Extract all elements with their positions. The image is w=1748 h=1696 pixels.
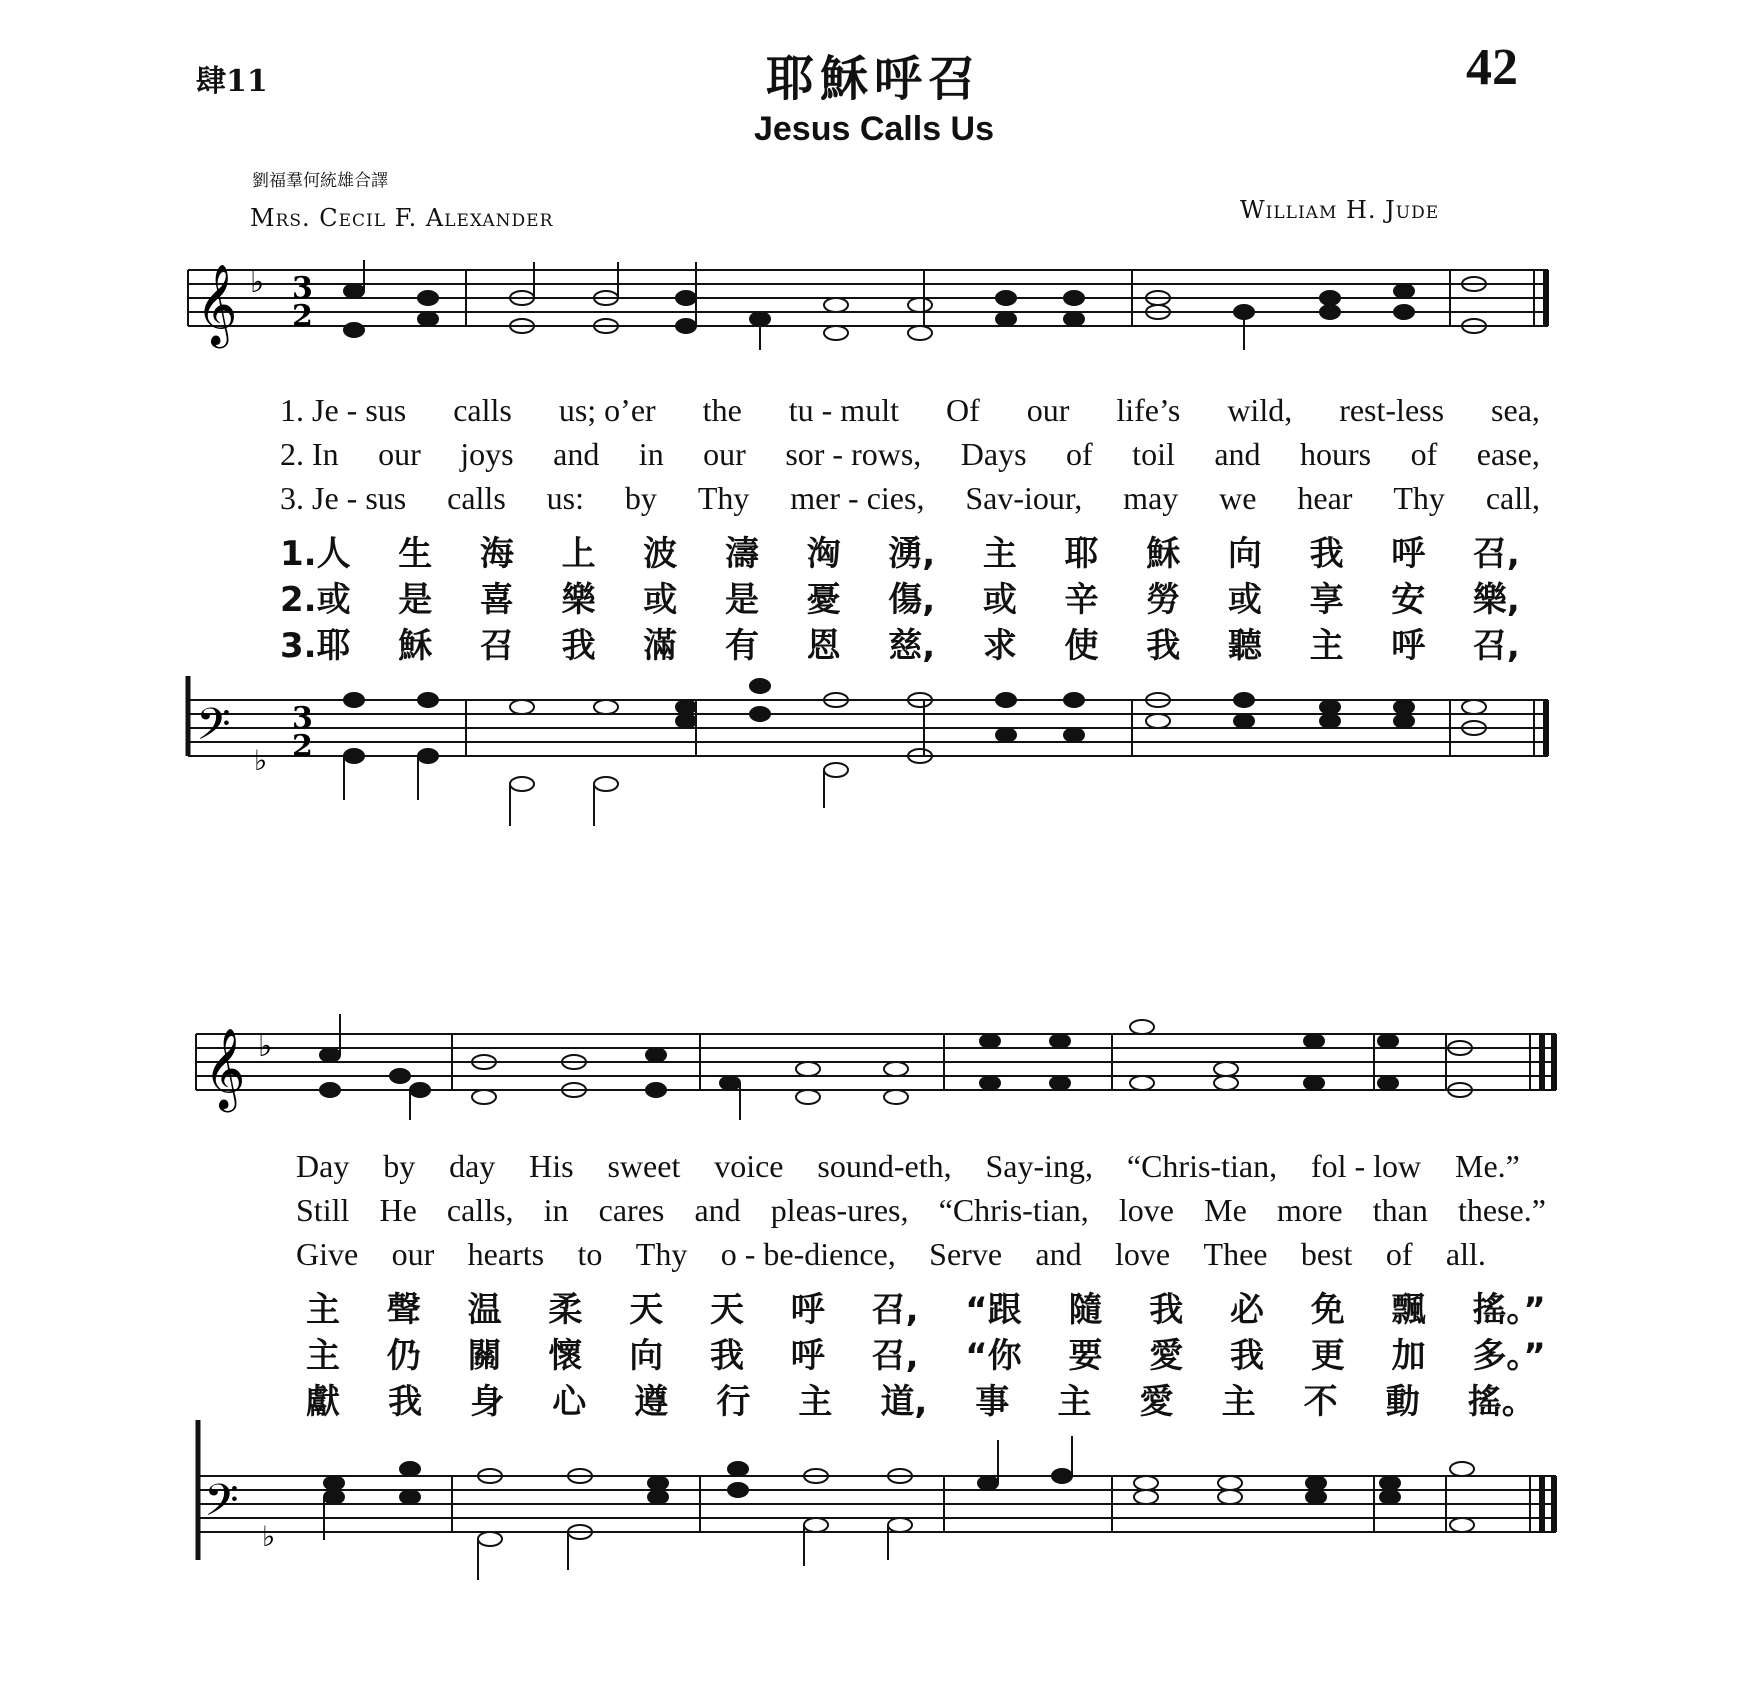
lyric-syllable: pleas-ures, [770,1192,909,1228]
lyric-syllable: 呼 [1391,626,1426,666]
system2-verse-1-zh [306,1282,1546,1331]
lyric-syllable: best [1300,1236,1353,1272]
lyric-syllable: 柔 [548,1290,583,1330]
lyric-syllable: “Chris-tian, [1126,1148,1278,1184]
lyric-syllable: we [1219,480,1257,516]
system2-verse-2-zh [306,1328,1546,1377]
lyric-syllable: life’s [1116,392,1181,428]
lyric-syllable: 3.耶 [280,626,351,666]
lyric-syllable: 愛 [1149,1336,1184,1376]
lyric-syllable: 天 [709,1290,744,1330]
lyric-syllable: 3. Je - sus [280,480,407,516]
system1-bass-staff [0,676,1748,826]
lyric-syllable: 呼 [790,1336,825,1376]
lyric-syllable: Me [1204,1192,1247,1228]
lyric-syllable: 搖。” [1472,1290,1546,1330]
lyric-syllable: 生 [398,534,433,574]
lyric-syllable: 求 [982,626,1017,666]
lyric-syllable: 主 [1309,626,1344,666]
hymnal-section-label: 肆11 [196,64,268,99]
lyric-syllable: 不 [1303,1382,1338,1422]
lyric-syllable: 仍 [386,1336,421,1376]
staff-lines [188,700,1548,756]
system2-verse-3-zh [306,1374,1536,1423]
lyric-syllable: than [1372,1192,1428,1228]
lyric-syllable: Still [296,1192,350,1228]
system1-verse-1-zh [280,526,1520,575]
lyric-syllable: Thy [635,1236,688,1272]
lyric-syllable: 主 [1057,1382,1092,1422]
lyric-syllable: call, [1485,480,1540,516]
lyric-syllable: of [1066,436,1093,472]
lyric-syllable: and [694,1192,741,1228]
lyric-syllable: 召, [1472,626,1520,666]
lyric-syllable: 向 [1227,534,1262,574]
lyric-syllable: calls [453,392,512,428]
notes [344,260,1486,350]
lyric-syllable: 主 [306,1336,340,1376]
lyric-syllable: calls [447,480,506,516]
barlines [188,676,1546,756]
lyric-syllable: 或 [982,580,1017,620]
lyric-syllable: 享 [1309,580,1344,620]
lyric-syllable: Of [945,392,980,428]
flat-icon: ♭ [250,265,265,300]
lyric-syllable: calls, [446,1192,514,1228]
lyric-syllable: Say-ing, [985,1148,1093,1184]
lyric-syllable: 免 [1310,1290,1345,1330]
system2-bass-staff [0,1420,1748,1580]
lyric-syllable: us: [546,480,585,516]
lyric-syllable: 加 [1391,1336,1426,1376]
lyric-syllable: 搖。 [1467,1382,1536,1422]
lyric-syllable: sea, [1491,392,1540,428]
lyric-syllable: in [543,1192,569,1228]
lyric-syllable: 多。” [1472,1336,1546,1376]
notes [324,1436,1474,1580]
lyric-syllable: of [1410,436,1438,472]
lyric-syllable: Thee [1203,1236,1268,1272]
lyric-syllable: 使 [1064,626,1099,666]
lyric-syllable: 獻 [306,1382,340,1422]
lyric-syllable: ease, [1476,436,1540,472]
time-signature: 3 [292,271,313,306]
lyric-syllable: 耶 [1064,534,1099,574]
lyric-syllable: 樂, [1472,580,1520,620]
lyric-syllable: sound-eth, [817,1148,952,1184]
lyric-syllable: 主 [1221,1382,1256,1422]
lyric-syllable: 我 [1230,1336,1265,1376]
lyric-syllable: in [638,436,664,472]
system2-verse-3-en [296,1236,1486,1273]
lyric-syllable: and [553,436,600,472]
lyric-syllable: 飄 [1391,1290,1426,1330]
lyric-syllable: our [703,436,746,472]
lyric-syllable: rest-less [1339,392,1445,428]
lyric-syllable: joys [460,436,514,472]
lyric-syllable: 呼 [790,1290,825,1330]
lyric-syllable: cares [598,1192,665,1228]
lyric-syllable: His [529,1148,574,1184]
lyric-syllable: 天 [629,1290,664,1330]
lyric-syllable: 恩 [806,626,841,666]
lyric-syllable: our [1026,392,1070,428]
lyric-syllable: 我 [388,1382,423,1422]
lyric-syllable: 我 [561,626,596,666]
lyric-syllable: 我 [1309,534,1344,574]
bass-clef-icon: 𝄢 [204,1474,239,1537]
lyric-syllable: Thy [1393,480,1445,516]
system1-verse-3-en [280,480,1540,517]
hymn-title-english: Jesus Calls Us [753,110,995,148]
lyric-syllable: 召, [871,1336,919,1376]
flat-icon: ♭ [258,1029,273,1064]
lyric-syllable: 道, [880,1382,928,1422]
lyric-syllable: 懷 [548,1336,583,1376]
lyric-syllable: Thy [697,480,750,516]
lyric-syllable: 是 [398,580,433,620]
lyric-syllable: 憂 [806,580,841,620]
lyric-syllable: hours [1300,436,1372,472]
svg-text:2: 2 [292,299,313,334]
lyric-syllable: 關 [467,1336,502,1376]
lyric-syllable: Me.” [1455,1148,1520,1184]
lyric-syllable: 我 [1149,1290,1184,1330]
lyric-syllable: 上 [561,534,596,574]
lyric-syllable: 穌 [398,626,433,666]
lyric-syllable: us; o’er [558,392,656,428]
lyric-syllable: “你 [965,1336,1022,1376]
lyric-syllable: 或 [1227,580,1262,620]
staff-lines [196,1476,1556,1532]
lyric-syllable: 有 [724,626,759,666]
lyric-syllable: wild, [1227,392,1293,428]
lyric-syllable: Sav-iour, [965,480,1083,516]
lyric-syllable: 主 [982,534,1017,574]
lyric-syllable: fol - low [1310,1148,1422,1184]
lyric-syllable: love [1118,1192,1174,1228]
lyric-syllable: by [383,1148,416,1184]
system2-verse-1-en [296,1148,1520,1185]
lyric-syllable: 湧, [888,534,936,574]
system1-verse-2-zh [280,572,1520,621]
lyric-syllable: hear [1297,480,1353,516]
flat-icon: ♭ [254,744,268,777]
lyric-syllable: 濤 [724,534,759,574]
lyric-syllable: 波 [643,534,678,574]
lyric-syllable: 傷, [888,580,936,620]
translator-credit: 劉福羣何統雄合譯 [252,171,388,191]
lyric-syllable: 海 [479,534,514,574]
staff-lines [188,270,1548,326]
lyric-syllable: 或 [643,580,678,620]
flat-icon: ♭ [262,1520,276,1553]
treble-clef-icon: 𝄞 [196,263,238,345]
lyric-syllable: “跟 [965,1290,1022,1330]
system1-verse-2-en [280,436,1540,473]
system2-verse-2-en [296,1192,1546,1229]
system1-verse-3-zh [280,618,1520,667]
lyric-syllable: day [449,1148,496,1184]
lyric-syllable: 主 [798,1382,833,1422]
lyric-syllable: 更 [1310,1336,1345,1376]
lyric-syllable: and [1035,1236,1082,1272]
lyric-syllable: mer - cies, [790,480,925,516]
lyric-syllable: 2.或 [280,580,351,620]
lyric-syllable: 滿 [643,626,678,666]
lyric-syllable: 聲 [386,1290,421,1330]
lyric-syllable: 主 [306,1290,340,1330]
lyric-syllable: of [1385,1236,1413,1272]
lyric-syllable: by [624,480,657,516]
lyric-syllable: 遵 [634,1382,669,1422]
lyric-syllable: 2. In [280,436,339,472]
lyric-syllable: 勞 [1146,580,1181,620]
lyric-syllable: Days [960,436,1027,472]
lyric-syllable: 温 [467,1290,502,1330]
lyric-syllable: 隨 [1068,1290,1103,1330]
lyric-syllable: 安 [1391,580,1426,620]
lyric-syllable: 必 [1230,1290,1265,1330]
lyric-syllable: “Chris-tian, [938,1192,1089,1228]
lyric-syllable: hearts [467,1236,545,1272]
lyric-syllable: sor - rows, [785,436,922,472]
system1-treble-staff [0,250,1748,390]
lyric-syllable: toil [1132,436,1175,472]
lyric-syllable: and [1214,436,1261,472]
svg-text:2: 2 [292,729,313,764]
lyricist-credit: Mrs. Cecil F. Alexander [250,204,554,232]
lyric-syllable: 1. Je - sus [280,392,407,428]
lyric-syllable: Serve [929,1236,1003,1272]
lyric-syllable: 向 [629,1336,664,1376]
lyric-syllable: He [379,1192,417,1228]
lyric-syllable: 召, [871,1290,919,1330]
lyric-syllable: 召, [1472,534,1520,574]
lyric-syllable: sweet [607,1148,681,1184]
lyric-syllable: 召 [479,626,514,666]
composer-credit: William H. Jude [1240,196,1440,224]
lyric-syllable: all. [1445,1236,1486,1272]
lyric-syllable: 喜 [479,580,514,620]
lyric-syllable: our [391,1236,435,1272]
lyric-syllable: voice [714,1148,784,1184]
lyric-syllable: 行 [716,1382,751,1422]
lyric-syllable: to [577,1236,603,1272]
lyric-syllable: 呼 [1391,534,1426,574]
lyric-syllable: 心 [552,1382,587,1422]
lyric-syllable: more [1276,1192,1343,1228]
lyric-syllable: 樂 [561,580,596,620]
lyric-syllable: 穌 [1146,534,1181,574]
system1-verse-1-en [280,392,1540,429]
system2-treble-staff [0,1000,1748,1140]
notes [344,679,1486,826]
lyric-syllable: Day [296,1148,350,1184]
lyric-syllable: 我 [1146,626,1181,666]
lyric-syllable: 我 [709,1336,744,1376]
lyric-syllable: 慈, [888,626,936,666]
lyric-syllable: our [378,436,421,472]
time-signature: 3 [292,701,313,736]
lyric-syllable: 事 [975,1382,1010,1422]
lyric-syllable: 聽 [1227,626,1262,666]
lyric-syllable: 身 [470,1382,505,1422]
lyric-syllable: 愛 [1139,1382,1174,1422]
lyric-syllable: may [1123,480,1179,516]
lyric-syllable: 是 [724,580,759,620]
treble-clef-icon: 𝄞 [204,1027,246,1109]
lyric-syllable: 洶 [806,534,841,574]
bass-clef-icon: 𝄢 [196,698,231,761]
lyric-syllable: the [702,392,742,428]
lyric-syllable: tu - mult [788,392,899,428]
hymn-title-chinese: 耶穌呼召 [765,51,982,107]
lyric-syllable: love [1115,1236,1171,1272]
lyric-syllable: these.” [1457,1192,1546,1228]
lyric-syllable: 1.人 [280,534,351,574]
lyric-syllable: o - be-dience, [720,1236,896,1272]
lyric-syllable: 要 [1068,1336,1103,1376]
lyric-syllable: Give [296,1236,359,1272]
notes [320,1014,1472,1120]
lyric-syllable: 辛 [1064,580,1099,620]
lyric-syllable: 動 [1385,1382,1420,1422]
hymn-number: 42 [1466,39,1518,96]
